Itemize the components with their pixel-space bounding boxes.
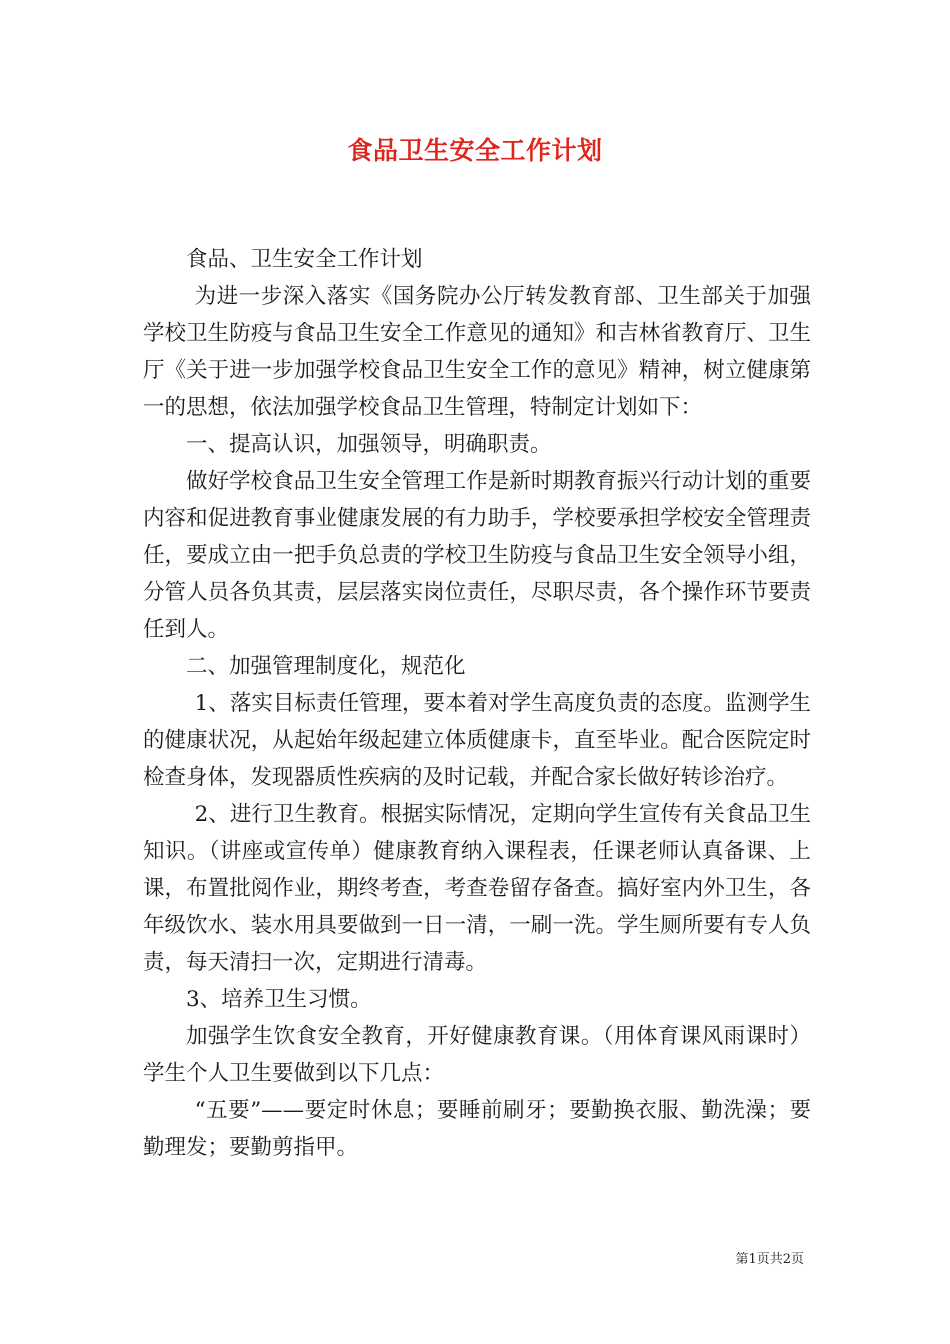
paragraph-item-2: 2、进行卫生教育。根据实际情况，定期向学生宣传有关食品卫生知识。（讲座或宣传单）健康教育纳入课程表，任课老师认真备课、上课，布置批阅作业，期终考查，考查卷留存备查。搞好室内外卫生，各年级饮水、装水用具要做到一日一清，一刷一洗。学生厕所要有专人负责，每天清扫一次，定期进行清毒。 — [143, 802, 811, 975]
document-body — [143, 240, 811, 1166]
paragraph-section-1: 做好学校食品卫生安全管理工作是新时期教育振兴行动计划的重要内容和促进教育事业健康发展的有力助手，学校要承担学校安全管理责任，要成立由一把手负总责的学校卫生防疫与食品卫生安全领导小组，分管人员各负其责，层层落实岗位责任，尽职尽责，各个操作环节要责任到人。 — [143, 469, 811, 642]
paragraph-intro: 为进一步深入落实《国务院办公厅转发教育部、卫生部关于加强学校卫生防疫与食品卫生安全工作意见的通知》和吉林省教育厅、卫生厅《关于进一步加强学校食品卫生安全工作的意见》精神，树立健康第一的思想，依法加强学校食品卫生管理，特制定计划如下： — [143, 284, 811, 420]
paragraph-five-musts: “五要”——要定时休息；要睡前刷牙；要勤换衣服、勤洗澡；要勤理发；要勤剪指甲。 — [143, 1098, 811, 1160]
paragraph-item-3-heading: 3、培养卫生习惯。 — [186, 987, 372, 1012]
paragraph-item-1: 1、落实目标责任管理，要本着对学生高度负责的态度。监测学生的健康状况，从起始年级起建立体质健康卡，直至毕业。配合医院定时检查身体，发现器质性疾病的及时记载，并配合家长做好转诊治疗。 — [143, 691, 811, 790]
paragraph-subtitle: 食品、卫生安全工作计划 — [186, 247, 423, 272]
section-heading-2: 二、加强管理制度化，规范化 — [186, 654, 466, 679]
section-heading-1: 一、提高认识，加强领导，明确职责。 — [186, 432, 552, 457]
page-number: 第1页共2页 — [735, 1252, 804, 1267]
document-title: 食品卫生安全工作计划 — [347, 136, 603, 165]
paragraph-item-3: 加强学生饮食安全教育，开好健康教育课。（用体育课风雨课时）学生个人卫生要做到以下几点： — [143, 1024, 811, 1086]
